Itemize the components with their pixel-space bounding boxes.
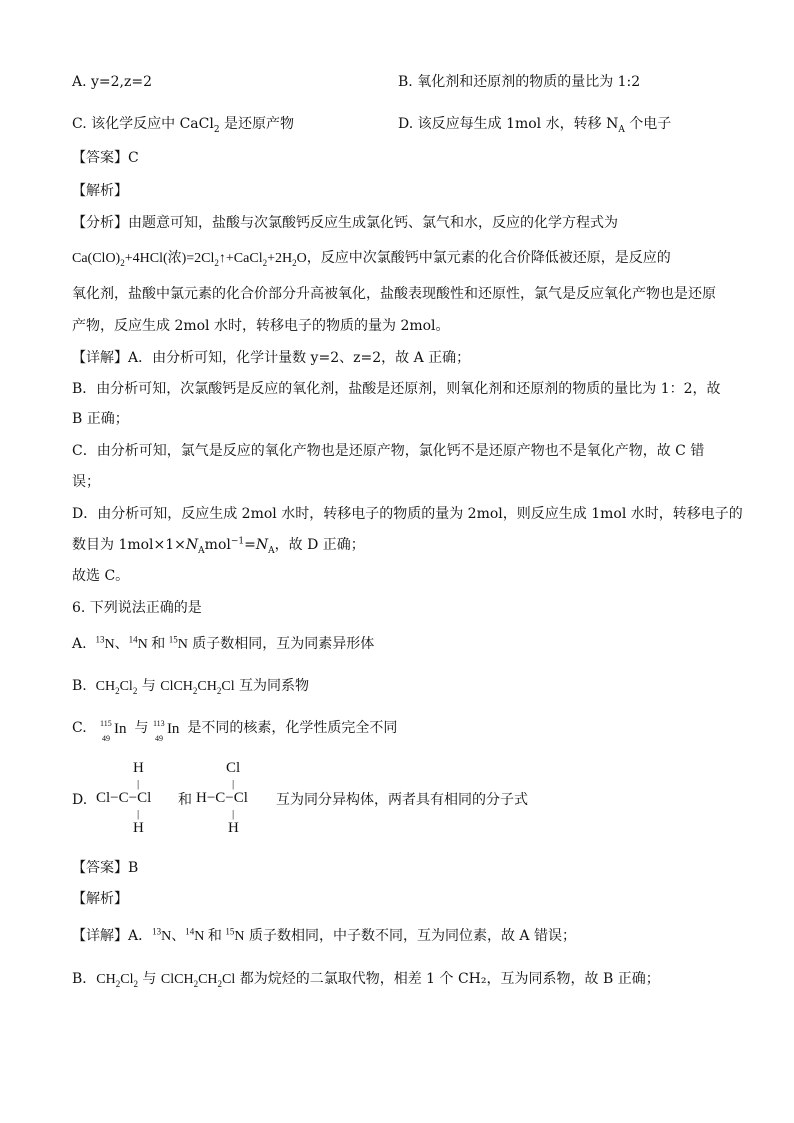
reaction-equation: $Ca(ClO)_2+4HCl$(浓)$=2Cl_2↑+CaCl_2+2H_2O$ — [72, 251, 307, 268]
and-text: 和 — [178, 792, 192, 808]
q5-d-2 — [72, 535, 365, 555]
option-a: A. y=2,z=2 — [72, 74, 153, 90]
q6-d-post: 互为同分异构体，两者具有相同的分子式 — [276, 792, 528, 808]
q5-d-2-pre: 数目为 1mol×1× — [72, 537, 186, 553]
q5-b-1: B．由分析可知，次氯酸钙是反应的氧化剂，盐酸是还原剂，则氧化剂和还原剂的物质的量比为 1：2，故 — [72, 381, 721, 397]
q5-c-1: C．由分析可知，氯气是反应的氧化产物也是还原产物，氯化钙不是还原产物也不是氧化产物，故 C 错 — [72, 443, 705, 459]
q6-answer: 【答案】B — [72, 860, 139, 876]
q5-answer: 【答案】C — [72, 150, 139, 166]
option-d — [398, 114, 671, 134]
q6-b-post: 互为同系物 — [234, 678, 310, 694]
clch2ch2cl-formula: $ClCH_2CH_2Cl$ — [160, 679, 235, 696]
in-115-nuclide: 115 49 In — [100, 719, 127, 743]
q5-fenxi-3: 氧化剂，盐酸中氯元素的化合价部分升高被氧化，盐酸表现酸性和还原性，氯气是反应氧化产物也是还原 — [72, 286, 716, 302]
option-c — [72, 114, 294, 134]
option-d-post: 个电子 — [624, 116, 672, 132]
q5-d-2-post: ，故 D 正确； — [274, 537, 365, 553]
q5-xiangjie-a: 【详解】A．由分析可知，化学计量数 y=2、z=2，故 A 正确； — [72, 350, 471, 366]
nitrogen-isotopes-2: $^{13}$N、$^{14}$N 和 $^{15}$N — [152, 926, 245, 944]
q5-b-2: B 正确； — [72, 411, 129, 427]
q6-xiangjie-b-post: 都为烷烃的二氯取代物，相差 1 个 CH₂，互为同系物，故 B 正确； — [235, 971, 660, 987]
q6-xiangjie-b: B．$CH_2Cl_2$ 与 $ClCH_2CH_2Cl$ 都为烷烃的二氯取代物，相差 1 个 CH₂，互为同系物，故 B 正确； — [72, 971, 660, 989]
in-113-nuclide: 113 49 In — [152, 719, 180, 743]
structure-2: Cl | H−C−Cl | H — [196, 760, 248, 836]
na-calc: $N_Amol^{-1}=N_A$ — [185, 536, 275, 556]
q6-xiangjie-a: 【详解】A．$^{13}$N、$^{14}$N 和 $^{15}$N 质子数相同，中子数不同，互为同位素，故 A 错误； — [72, 926, 576, 944]
structure-1: H | Cl−C−Cl | H — [96, 760, 152, 836]
option-c-pre: C. 该化学反应中 — [72, 116, 180, 132]
nitrogen-isotopes: $^{13}$N、$^{14}$N 和 $^{15}$N — [95, 634, 188, 652]
q6-a-post: 质子数相同，互为同素异形体 — [187, 636, 375, 652]
ch2cl2-formula: $CH_2Cl_2$ — [95, 679, 138, 696]
equation-tail: ，反应中次氯酸钙中氯元素的化合价降低被还原，是反应的 — [306, 250, 671, 266]
q5-analysis-label: 【解析】 — [72, 183, 128, 199]
option-b: B. 氧化剂和还原剂的物质的量比为 1:2 — [398, 74, 641, 90]
q6-c-post: 是不同的核素，化学性质完全不同 — [182, 720, 398, 736]
q6-analysis-label: 【解析】 — [72, 891, 128, 907]
option-d-pre: D. 该反应每生成 1mol 水，转移 — [398, 116, 607, 132]
cacl2-formula: CaCl$_2$ — [179, 116, 220, 135]
q5-d-1: D．由分析可知，反应生成 2mol 水时，转移电子的物质的量为 2mol，则反应生成 1mol 水时，转移电子的 — [72, 506, 743, 522]
q5-fenxi-1: 【分析】由题意可知，盐酸与次氯酸钙反应生成氯化钙、氯气和水，反应的化学方程式为 — [72, 215, 618, 231]
q5-conclusion: 故选 C。 — [72, 568, 130, 584]
q5-c-2: 误； — [72, 474, 100, 490]
q5-equation-line — [72, 248, 671, 269]
q6-stem: 6. 下列说法正确的是 — [72, 600, 202, 616]
q6-xiangjie-a-post: 质子数相同，中子数不同，互为同位素，故 A 错误； — [244, 928, 576, 944]
q6-option-a: A. $^{13}$N、$^{14}$N 和 $^{15}$N 质子数相同，互为同素异形体 — [72, 634, 375, 652]
na-symbol: $N_A$ — [606, 116, 625, 135]
q5-fenxi-4: 产物，反应生成 2mol 水时，转移电子的物质的量为 2mol。 — [72, 318, 450, 334]
q6-option-d-label: D. — [72, 792, 88, 808]
q6-option-b: B. $CH_2Cl_2$ 与 $ClCH_2CH_2Cl$ 互为同系物 — [72, 678, 310, 696]
option-c-post: 是还原产物 — [219, 116, 295, 132]
clch2ch2cl-formula-2: $ClCH_2CH_2Cl$ — [160, 972, 236, 989]
ch2cl2-formula-2: $CH_2Cl_2$ — [96, 972, 138, 989]
q6-option-c: C. 115 49 In 与 113 49 In 是不同的核素，化学性质完全不同 — [72, 719, 398, 743]
